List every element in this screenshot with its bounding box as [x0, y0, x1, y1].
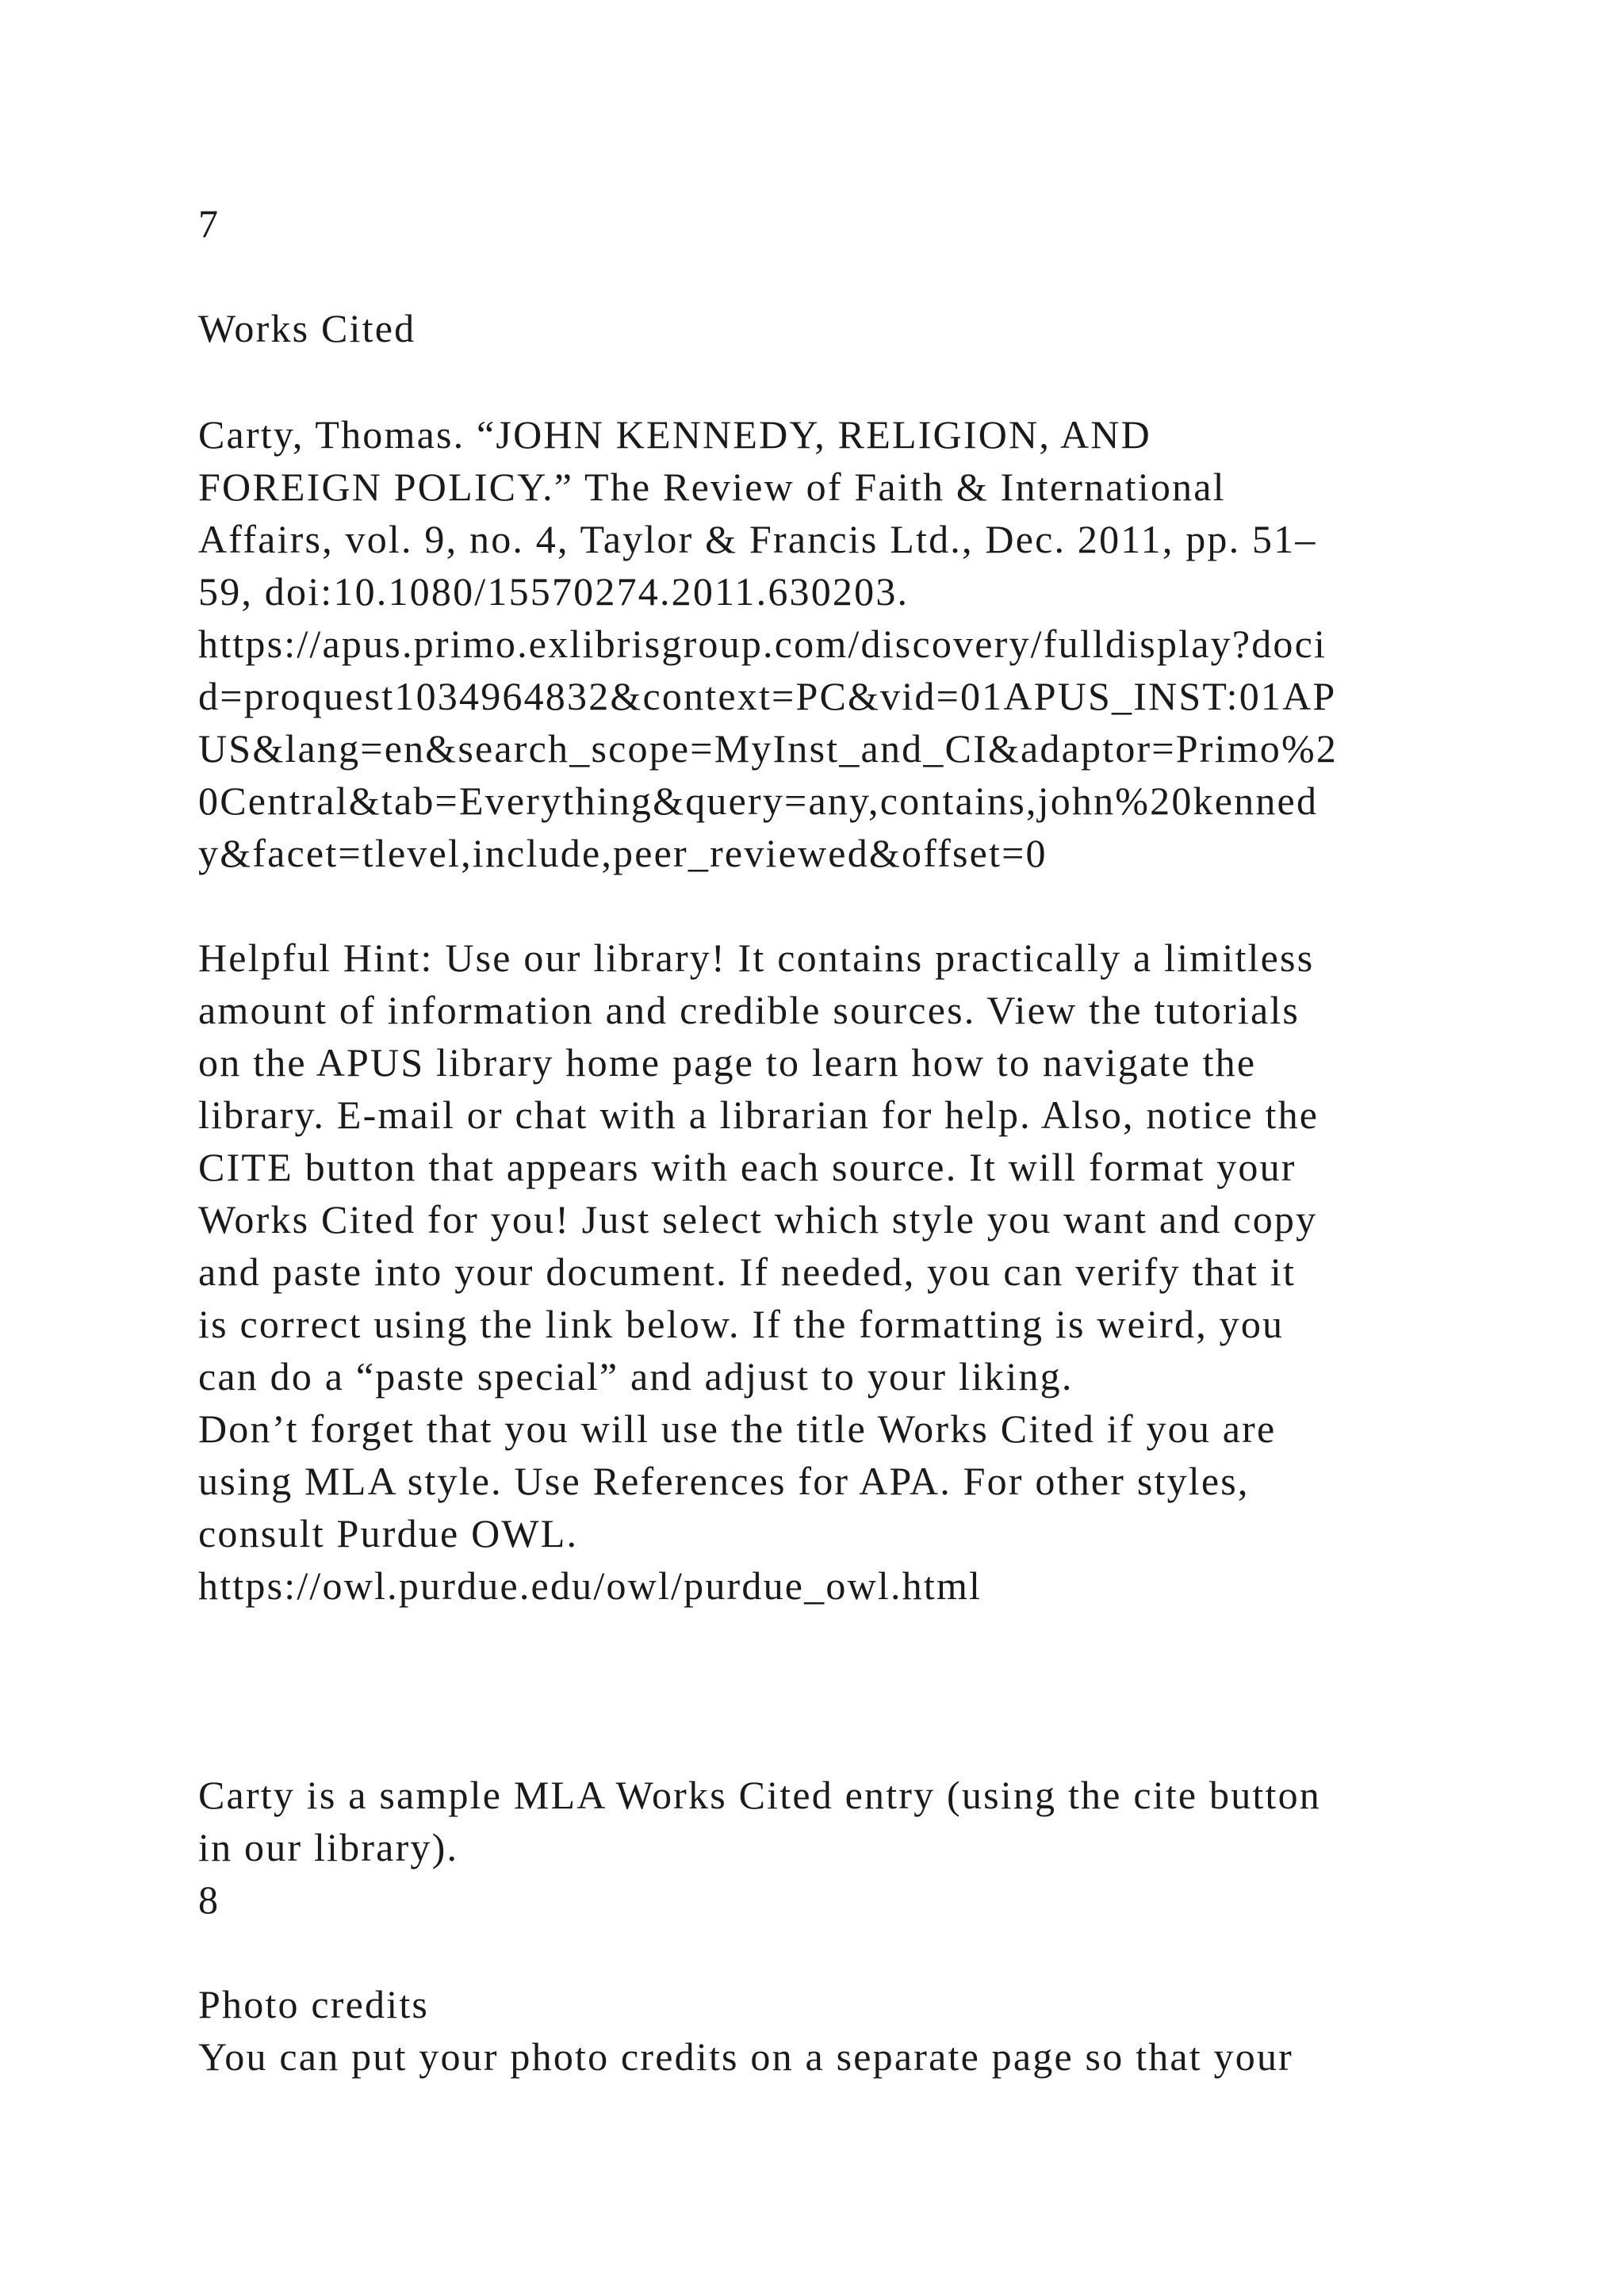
hint-line: Works Cited for you! Just select which style you want and copy: [198, 1197, 1318, 1242]
section-title: Photo credits: [198, 1982, 430, 2026]
slide-number: 8: [198, 1877, 220, 1922]
citation-line: 59, doi:10.1080/15570274.2011.630203.: [198, 569, 910, 614]
hint-line: is correct using the link below. If the formatting is weird, you: [198, 1302, 1285, 1346]
note-line: in our library).: [198, 1825, 459, 1869]
citation-line: FOREIGN POLICY.” The Review of Faith & International: [198, 465, 1226, 509]
citation-line: Affairs, vol. 9, no. 4, Taylor & Francis Ltd., Dec. 2011, pp. 51–: [198, 517, 1317, 561]
hint-line: can do a “paste special” and adjust to your liking.: [198, 1354, 1074, 1399]
citation-url-line: US&lang=en&search_scope=MyInst_and_CI&adaptor=Primo%2: [198, 726, 1339, 771]
section-title: Works Cited: [198, 306, 416, 350]
hint-line: using MLA style. Use References for APA. For other styles,: [198, 1459, 1250, 1503]
slide-number: 7: [198, 201, 220, 246]
citation-line: Carty, Thomas. “JOHN KENNEDY, RELIGION, AND: [198, 412, 1151, 457]
purdue-owl-url: https://owl.purdue.edu/owl/purdue_owl.html: [198, 1563, 982, 1608]
citation-url-line: d=proquest1034964832&context=PC&vid=01APUS_INST:01AP: [198, 674, 1337, 718]
citation-url-line: y&facet=tlevel,include,peer_reviewed&offset=0: [198, 831, 1048, 875]
hint-line: library. E-mail or chat with a librarian for help. Also, notice the: [198, 1093, 1320, 1137]
hint-line: CITE button that appears with each source. It will format your: [198, 1145, 1297, 1189]
citation-url-line: 0Central&tab=Everything&query=any,contains,john%20kenned: [198, 779, 1319, 823]
hint-line: Don’t forget that you will use the title Works Cited if you are: [198, 1406, 1277, 1451]
body-line: You can put your photo credits on a separate page so that your: [198, 2034, 1294, 2079]
hint-line: consult Purdue OWL.: [198, 1511, 579, 1556]
hint-line: amount of information and credible sources. View the tutorials: [198, 988, 1300, 1032]
hint-line: and paste into your document. If needed, you can verify that it: [198, 1249, 1297, 1294]
note-line: Carty is a sample MLA Works Cited entry (using the cite button: [198, 1773, 1321, 1817]
hint-line: on the APUS library home page to learn how to navigate the: [198, 1040, 1257, 1085]
citation-url-line: https://apus.primo.exlibrisgroup.com/discovery/fulldisplay?doci: [198, 622, 1327, 666]
hint-line: Helpful Hint: Use our library! It contains practically a limitless: [198, 936, 1315, 980]
